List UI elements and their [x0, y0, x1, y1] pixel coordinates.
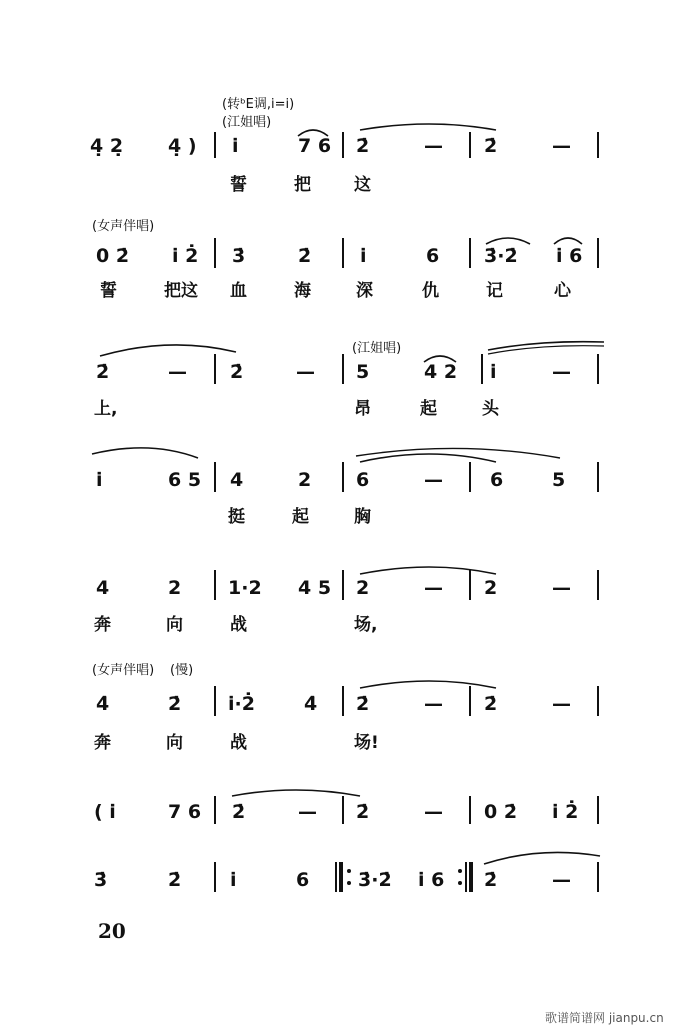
note: —	[424, 801, 443, 823]
lyric: 奔	[94, 733, 111, 753]
page-number: 20	[98, 919, 126, 943]
watermark: 歌谱简谱网 jianpu.cn	[545, 1011, 664, 1025]
tie	[232, 790, 360, 796]
lyric: 场,	[354, 615, 378, 635]
repeat-dot	[458, 881, 462, 885]
lyric: 把这	[164, 281, 198, 301]
note: 2	[168, 577, 182, 599]
tie	[360, 567, 496, 574]
lyric: 头	[482, 399, 499, 419]
lyric: 起	[420, 399, 437, 419]
note: —	[552, 135, 571, 157]
note: 2̇	[356, 693, 370, 715]
note: 1·2	[228, 577, 262, 599]
repeat-dot	[458, 869, 462, 873]
note: 2̇	[484, 135, 498, 157]
note: 4̇	[96, 693, 110, 715]
note: 3̇	[94, 869, 108, 891]
note: 2̇	[230, 361, 244, 383]
note: i̇	[490, 361, 497, 383]
note: 4̇	[304, 693, 318, 715]
note: 7 6	[168, 801, 202, 823]
tie	[360, 124, 496, 130]
note: 2	[356, 577, 370, 599]
note: 4̣ 2̣	[90, 135, 124, 157]
note: 3̇·2̇	[484, 245, 518, 267]
note: 6	[426, 245, 440, 267]
score-line-8	[94, 852, 600, 892]
note: i̇·2̇	[228, 693, 255, 715]
score-line-5	[94, 567, 598, 635]
score-line-3	[94, 342, 604, 419]
lyric: 把	[294, 175, 311, 195]
slur	[554, 238, 582, 244]
note: —	[424, 135, 443, 157]
note: 4	[96, 577, 110, 599]
note: i̇	[96, 469, 103, 491]
note: —	[424, 693, 443, 715]
score-line-6	[94, 681, 598, 753]
note: —	[424, 469, 443, 491]
score-line-1	[90, 124, 598, 195]
note: 2̇	[356, 801, 370, 823]
note: 2̇	[356, 135, 370, 157]
note: —	[552, 693, 571, 715]
lyric: 誓	[100, 281, 117, 301]
lyric: 起	[292, 507, 309, 527]
note: i̇	[360, 245, 367, 267]
note: 0 2̇	[96, 245, 130, 267]
note: —	[552, 869, 571, 891]
note: i̇	[232, 135, 239, 157]
lyric: 奔	[94, 615, 111, 635]
note: 2	[298, 469, 312, 491]
lyric: 场!	[354, 733, 379, 753]
tempo-annotation: (慢)	[170, 663, 194, 678]
note: 2̇	[168, 693, 182, 715]
note: 2̇	[298, 245, 312, 267]
note: 2̇	[168, 869, 182, 891]
lyric: 仇	[422, 281, 439, 301]
note: —	[552, 361, 571, 383]
tie	[360, 681, 496, 688]
note: 4̣ )	[168, 135, 197, 157]
note: 4 2	[424, 361, 458, 383]
repeat-dot	[347, 881, 351, 885]
note: 5	[356, 361, 370, 383]
repeat-dot	[347, 869, 351, 873]
note: 2̇	[96, 361, 110, 383]
lyric: 这	[354, 175, 371, 195]
note: 4 5	[298, 577, 332, 599]
score-line-4	[92, 448, 598, 527]
note: 6	[296, 869, 310, 891]
tie	[360, 454, 496, 462]
lyric: 战	[230, 733, 247, 753]
note: —	[424, 577, 443, 599]
note: 3̇·2̇	[358, 869, 392, 891]
slur	[486, 238, 530, 244]
note: i̇ 6	[556, 245, 583, 267]
note: 7 6	[298, 135, 332, 157]
lyric: 记	[486, 281, 503, 301]
note: 5	[552, 469, 566, 491]
female-chorus-annotation: (女声伴唱)	[92, 663, 155, 678]
score-line-7	[94, 790, 598, 824]
lyric: 深	[356, 281, 373, 301]
note: 6	[356, 469, 370, 491]
note: i̇ 6	[418, 869, 445, 891]
lyric: 心	[554, 281, 571, 301]
lyric: 挺	[228, 507, 245, 527]
tie	[484, 852, 600, 864]
jiang-sings-annotation: (江姐唱)	[352, 341, 402, 356]
note: 2̇	[232, 801, 246, 823]
note: 2	[484, 577, 498, 599]
note: i̇	[230, 869, 237, 891]
score-line-2	[96, 238, 598, 301]
lyric: 战	[230, 615, 247, 635]
lyric: 昂	[354, 399, 371, 419]
note: 6 5	[168, 469, 202, 491]
note: 3̇	[232, 245, 246, 267]
note: 4	[230, 469, 244, 491]
note: 0 2̇	[484, 801, 518, 823]
note: —	[552, 577, 571, 599]
note: 6	[490, 469, 504, 491]
key-change-annotation: (转ᵇE调,i̇=i)	[222, 97, 295, 112]
note: —	[298, 801, 317, 823]
lyric: 向	[166, 733, 183, 753]
lyric: 海	[294, 281, 311, 301]
lyric: 誓	[230, 175, 247, 195]
lyric: 血	[230, 281, 247, 301]
note: 2̇	[484, 869, 498, 891]
note: i̇ 2̇	[552, 801, 579, 823]
note: i̇ 2̇	[172, 245, 199, 267]
lyric: 胸	[354, 507, 371, 527]
lyric: 向	[166, 615, 183, 635]
note: —	[168, 361, 187, 383]
lyric: 上,	[94, 399, 118, 419]
female-chorus-annotation: (女声伴唱)	[92, 219, 155, 234]
jiang-sings-annotation: (江姐唱)	[222, 115, 272, 130]
note: ( i̇	[94, 801, 116, 823]
note: 2̇	[484, 693, 498, 715]
tie	[92, 448, 198, 458]
note: —	[296, 361, 315, 383]
